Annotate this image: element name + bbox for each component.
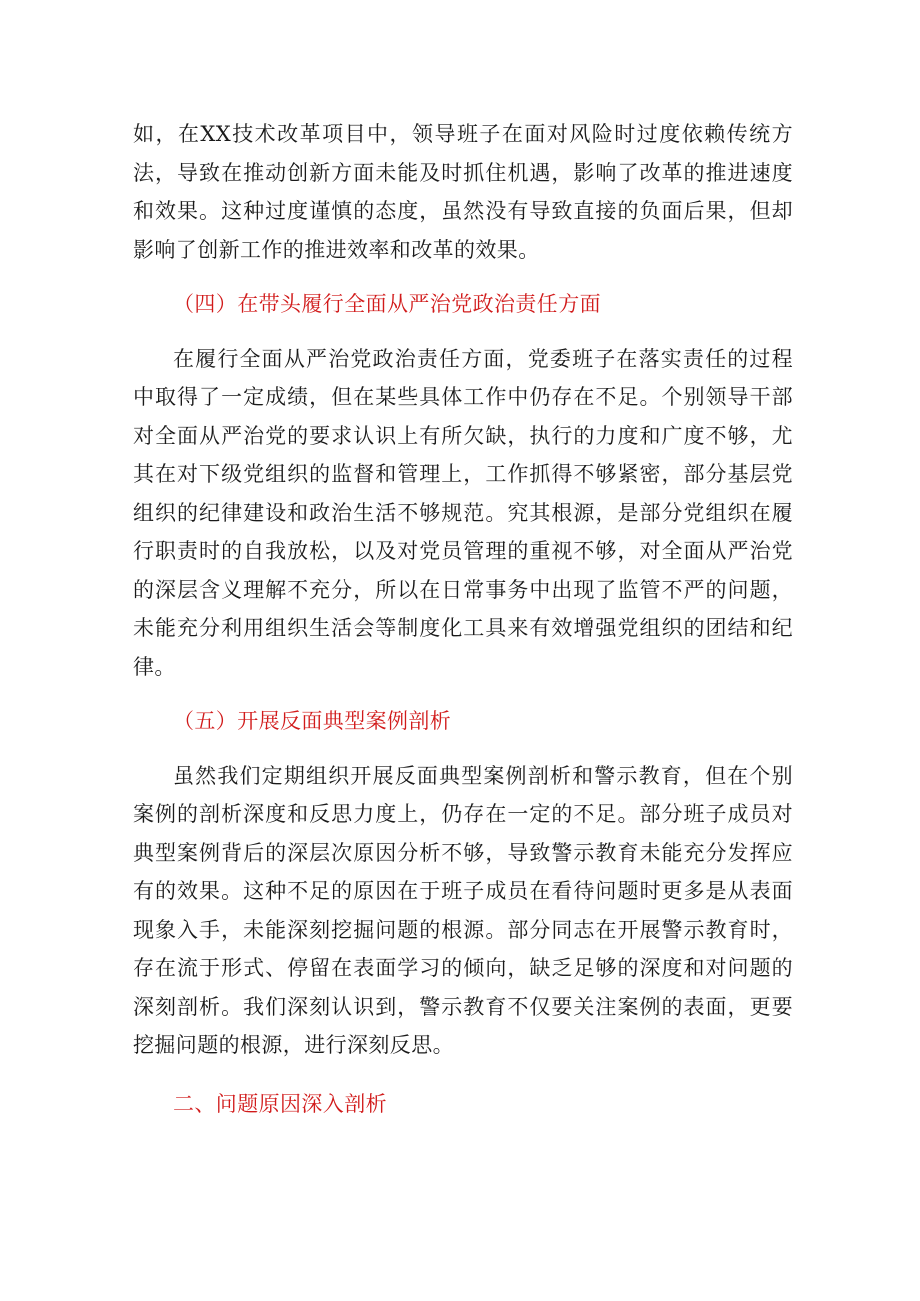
document-body (133, 115, 793, 1123)
heading-subsection-5: （五）开展反面典型案例剖析 (173, 709, 452, 733)
paragraph-continuation: 如，在XX技术改革项目中，领导班子在面对风险时过度依赖传统方法，导致在推动创新方面未能及时抓住机遇，影响了改革的推进速度和效果。这种过度谨慎的态度，虽然没有导致直接的负面后果，但却影响了创新工作的推进效率和改革的效果。 (133, 122, 793, 262)
paragraph-party-responsibility: 在履行全面从严治党政治责任方面，党委班子在落实责任的过程中取得了一定成绩，但在某些具体工作中仍存在不足。个别领导干部对全面从严治党的要求认识上有所欠缺，执行的力度和广度不够，尤其在对下级党组织的监督和管理上，工作抓得不够紧密，部分基层党组织的纪律建设和政治生活不够规范。究其根源，是部分党组织在履行职责时的自我放松，以及对党员管理的重视不够，对全面从严治党的深层含义理解不充分，所以在日常事务中出现了监管不严的问题，未能充分利用组织生活会等制度化工具来有效增强党组织的团结和纪律。 (133, 346, 793, 679)
heading-subsection-4: （四）在带头履行全面从严治党政治责任方面 (173, 292, 601, 316)
paragraph-case-analysis: 虽然我们定期组织开展反面典型案例剖析和警示教育，但在个别案例的剖析深度和反思力度上，仍存在一定的不足。部分班子成员对典型案例背后的深层次原因分析不够，导致警示教育未能充分发挥应有的效果。这种不足的原因在于班子成员在看待问题时更多是从表面现象入手，未能深刻挖掘问题的根源。部分同志在开展警示教育时，存在流于形式、停留在表面学习的倾向，缺乏足够的深度和对问题的深刻剖析。我们深刻认识到，警示教育不仅要关注案例的表面，更要挖掘问题的根源，进行深刻反思。 (133, 763, 793, 1057)
heading-section-2: 二、问题原因深入剖析 (173, 1091, 387, 1116)
